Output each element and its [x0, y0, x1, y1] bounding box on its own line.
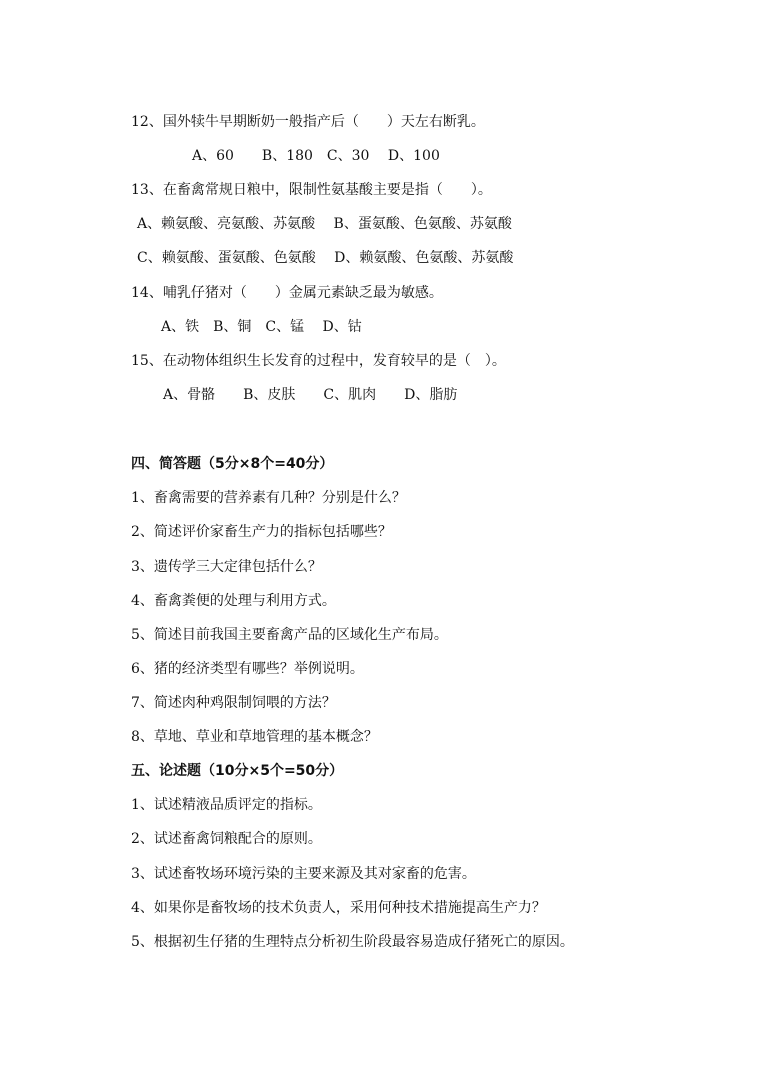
section-5-item-5: 5、根据初生仔猪的生理特点分析初生阶段最容易造成仔猪死亡的原因。 [131, 934, 574, 950]
question-13-stem: 13、在畜禽常规日粮中，限制性氨基酸主要是指（ ）。 [131, 182, 492, 198]
section-4-item-2: 2、简述评价家畜生产力的指标包括哪些？ [131, 524, 392, 540]
question-15-options: A、骨骼 B、皮肤 C、肌肉 D、脂肪 [163, 387, 458, 403]
question-12-stem: 12、国外犊牛早期断奶一般指产后（ ）天左右断乳。 [131, 114, 485, 130]
question-15-stem: 15、在动物体组织生长发育的过程中，发育较早的是（ ）。 [131, 353, 506, 369]
question-14-options: A、铁 B、铜 C、锰 D、钴 [161, 319, 362, 335]
question-12-options: A、60 B、180 C、30 D、100 [192, 148, 440, 164]
section-4-item-8: 8、草地、草业和草地管理的基本概念？ [131, 729, 378, 745]
section-4-item-7: 7、简述肉种鸡限制饲喂的方法？ [131, 695, 336, 711]
section-5-item-1: 1、试述精液品质评定的指标。 [131, 797, 322, 813]
section-4-heading: 四、简答题（5分×8个=40分） [131, 456, 334, 472]
section-4-item-4: 4、畜禽粪便的处理与利用方式。 [131, 593, 336, 609]
section-4-item-5: 5、简述目前我国主要畜禽产品的区域化生产布局。 [131, 627, 448, 643]
question-13-options-ab: A、赖氨酸、亮氨酸、苏氨酸 B、蛋氨酸、色氨酸、苏氨酸 [137, 216, 512, 232]
section-5-item-3: 3、试述畜牧场环境污染的主要来源及其对家畜的危害。 [131, 866, 476, 882]
section-5-item-2: 2、试述畜禽饲粮配合的原则。 [131, 831, 322, 847]
section-4-item-1: 1、畜禽需要的营养素有几种？分别是什么？ [131, 490, 406, 506]
section-4-item-3: 3、遗传学三大定律包括什么？ [131, 559, 322, 575]
question-14-stem: 14、哺乳仔猪对（ ）金属元素缺乏最为敏感。 [131, 285, 443, 301]
section-4-item-6: 6、猪的经济类型有哪些？举例说明。 [131, 661, 364, 677]
section-5-item-4: 4、如果你是畜牧场的技术负责人，采用何种技术措施提高生产力？ [131, 900, 546, 916]
section-5-heading: 五、论述题（10分×5个=50分） [131, 763, 344, 779]
question-13-options-cd: C、赖氨酸、蛋氨酸、色氨酸 D、赖氨酸、色氨酸、苏氨酸 [137, 250, 514, 266]
